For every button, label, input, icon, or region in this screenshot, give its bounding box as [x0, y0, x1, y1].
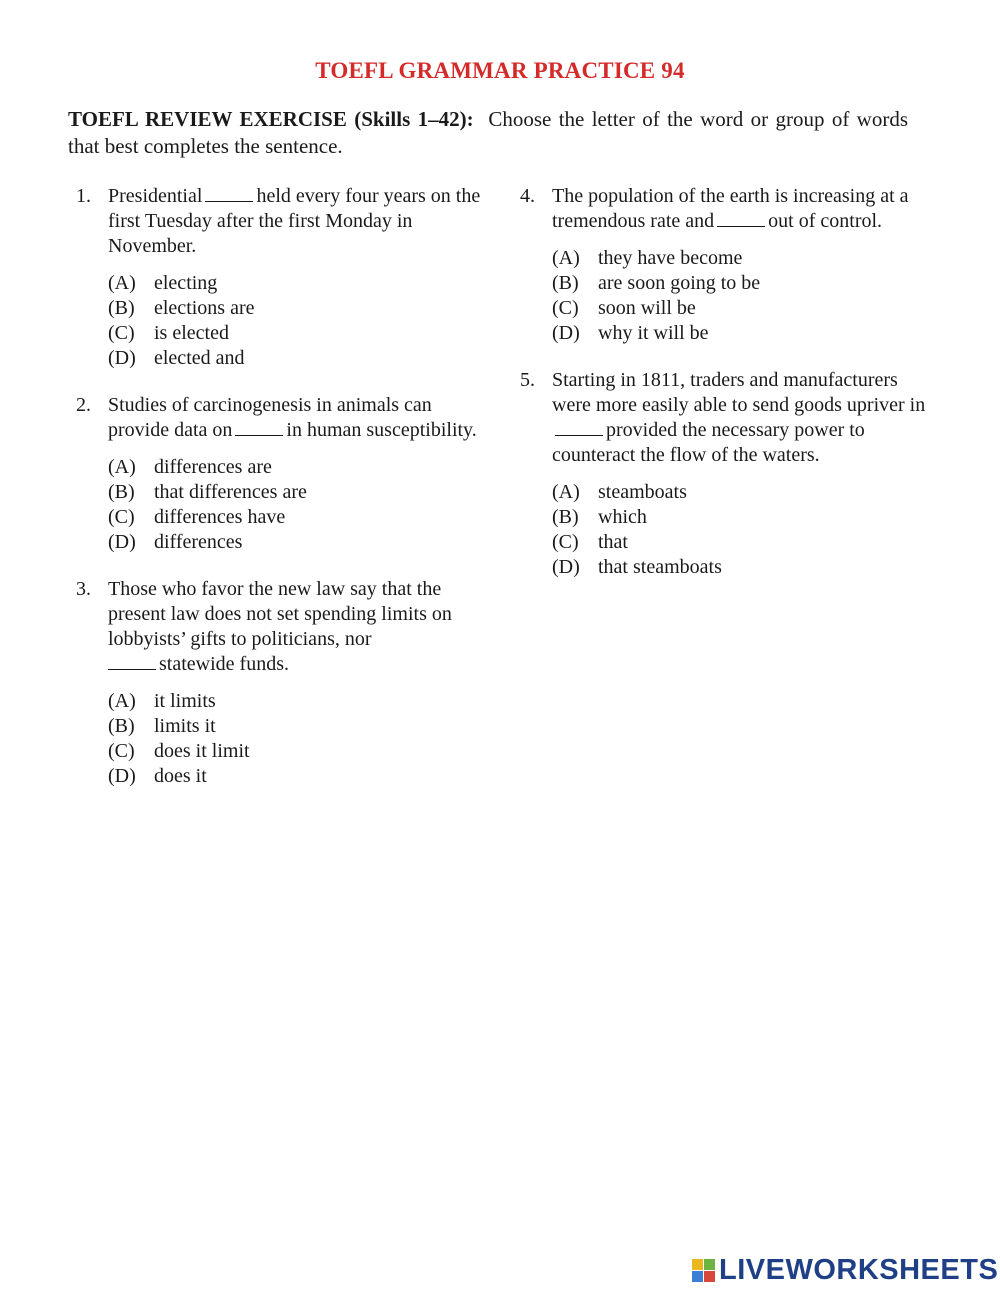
answer-blank[interactable]	[555, 418, 603, 436]
liveworksheets-logo	[692, 1254, 998, 1287]
instructions-heading: TOEFL REVIEW EXERCISE (Skills 1–42):	[68, 107, 474, 131]
question-1	[76, 184, 496, 371]
logo-grid-icon	[692, 1259, 715, 1282]
answer-blank[interactable]	[235, 418, 283, 436]
question-stem-after: in human susceptibility.	[286, 419, 477, 441]
instructions-text: Choose the letter of the word or group of words that best completes the sentence.	[68, 107, 908, 158]
option-d[interactable]: (D) differences	[108, 531, 243, 553]
option-a[interactable]: (A) electing	[108, 272, 218, 294]
option-c[interactable]: (C) does it limit	[108, 740, 250, 762]
option-a[interactable]: (A) it limits	[108, 690, 216, 712]
page-title: TOEFL GRAMMAR PRACTICE 94	[315, 58, 685, 83]
option-c[interactable]: (C) differences have	[108, 506, 286, 528]
question-number: 4.	[520, 185, 535, 207]
question-number: 2.	[76, 394, 91, 416]
option-a[interactable]: (A) differences are	[108, 456, 272, 478]
option-b[interactable]: (B) limits it	[108, 715, 216, 737]
question-4	[520, 184, 940, 346]
option-b[interactable]: (B) elections are	[108, 297, 255, 319]
option-d[interactable]: (D) why it will be	[552, 322, 709, 344]
option-d[interactable]: (D) does it	[108, 765, 207, 787]
question-stem-before: Starting in 1811, traders and manufacturers were more easily able to send goods upriver in	[552, 369, 926, 416]
question-stem-before: Those who favor the new law say that the present law does not set spending limits on lobbyists’ gifts to politicians, nor	[108, 578, 452, 650]
option-c[interactable]: (C) is elected	[108, 322, 229, 344]
option-d[interactable]: (D) that steamboats	[552, 556, 722, 578]
option-d[interactable]: (D) elected and	[108, 347, 245, 369]
question-stem-after: held every four years on the first Tuesday after the first Monday in November.	[108, 185, 481, 257]
question-column-left	[76, 184, 496, 811]
question-3	[76, 577, 496, 789]
question-5	[520, 368, 940, 580]
option-a[interactable]: (A) they have become	[552, 247, 743, 269]
answer-blank[interactable]	[205, 184, 253, 202]
option-b[interactable]: (B) that differences are	[108, 481, 307, 503]
option-c[interactable]: (C) that	[552, 531, 628, 553]
logo-text: LIVEWORKSHEETS	[719, 1254, 999, 1286]
option-b[interactable]: (B) which	[552, 506, 647, 528]
instructions	[68, 106, 908, 160]
question-stem-after: out of control.	[768, 210, 883, 232]
question-number: 5.	[520, 369, 535, 391]
option-c[interactable]: (C) soon will be	[552, 297, 696, 319]
question-2	[76, 393, 496, 555]
answer-blank[interactable]	[717, 209, 765, 227]
option-b[interactable]: (B) are soon going to be	[552, 272, 761, 294]
question-number: 1.	[76, 185, 91, 207]
question-number: 3.	[76, 578, 91, 600]
option-a[interactable]: (A) steamboats	[552, 481, 687, 503]
question-stem-before: Studies of carcinogenesis in animals can provide data on	[108, 394, 432, 441]
answer-blank[interactable]	[108, 652, 156, 670]
question-stem-before: The population of the earth is increasing at a tremendous rate and	[552, 185, 909, 232]
question-column-right	[520, 184, 940, 602]
question-stem-before: Presidential	[108, 185, 203, 207]
question-stem-after: statewide funds.	[159, 653, 289, 675]
question-stem-after: provided the necessary power to counteract the flow of the waters.	[552, 419, 865, 466]
